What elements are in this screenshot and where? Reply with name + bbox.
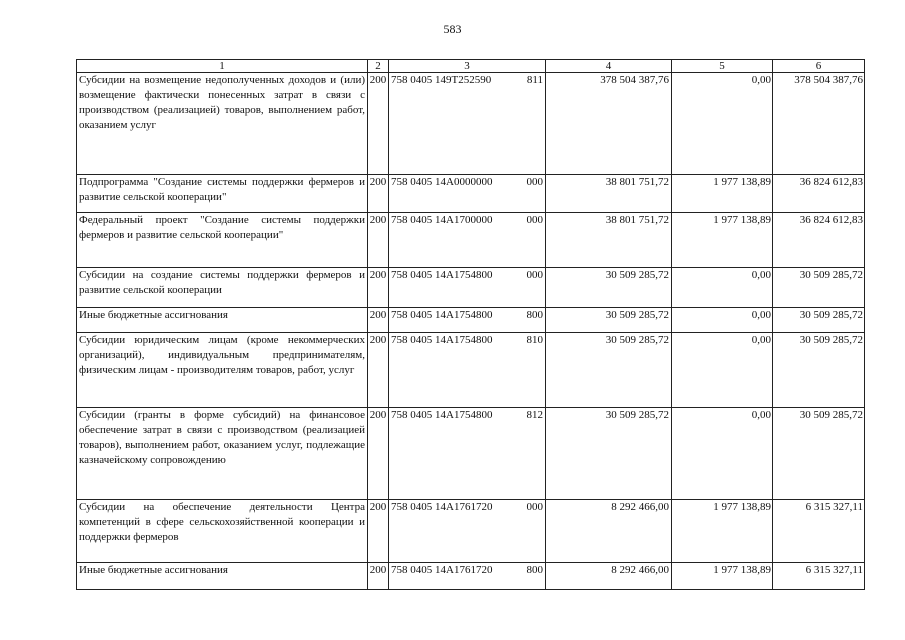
row-col4: 378 504 387,76 (546, 73, 672, 175)
row-col5: 1 977 138,89 (672, 563, 773, 590)
row-code: 758 0405 14А1754800 (391, 409, 493, 421)
row-col2: 200 (368, 175, 389, 213)
row-code: 758 0405 14А1761720 (391, 501, 493, 513)
row-col2: 200 (368, 308, 389, 333)
table-row (77, 308, 865, 333)
row-code-cell (389, 213, 546, 268)
row-code-cell (389, 175, 546, 213)
row-type: 800 (526, 564, 543, 576)
row-code: 758 0405 14А1700000 (391, 214, 493, 226)
budget-table (76, 59, 865, 590)
row-code-cell (389, 333, 546, 408)
row-col2: 200 (368, 563, 389, 590)
table-row (77, 73, 865, 175)
row-col2: 200 (368, 73, 389, 175)
row-col6: 30 509 285,72 (773, 333, 865, 408)
row-col4: 30 509 285,72 (546, 308, 672, 333)
row-col6: 378 504 387,76 (773, 73, 865, 175)
header-col-3: 3 (389, 60, 546, 73)
row-col5: 0,00 (672, 333, 773, 408)
table-row (77, 175, 865, 213)
row-col4: 30 509 285,72 (546, 268, 672, 308)
row-type: 000 (526, 269, 543, 281)
row-col5: 0,00 (672, 408, 773, 500)
row-col4: 38 801 751,72 (546, 175, 672, 213)
row-type: 800 (526, 309, 543, 321)
table-row (77, 563, 865, 590)
row-col6: 36 824 612,83 (773, 213, 865, 268)
row-type: 000 (526, 176, 543, 188)
row-col2: 200 (368, 408, 389, 500)
row-code: 758 0405 14А1761720 (391, 564, 493, 576)
row-col6: 30 509 285,72 (773, 408, 865, 500)
row-col6: 30 509 285,72 (773, 268, 865, 308)
row-code: 758 0405 14А1754800 (391, 269, 493, 281)
table-row (77, 333, 865, 408)
row-col2: 200 (368, 333, 389, 408)
row-col4: 30 509 285,72 (546, 408, 672, 500)
row-col6: 30 509 285,72 (773, 308, 865, 333)
row-name: Иные бюджетные ассигнования (77, 563, 368, 590)
table-row (77, 500, 865, 563)
header-col-6: 6 (773, 60, 865, 73)
row-col2: 200 (368, 500, 389, 563)
row-name: Иные бюджетные ассигнования (77, 308, 368, 333)
row-code: 758 0405 14А1754800 (391, 309, 493, 321)
header-col-1: 1 (77, 60, 368, 73)
row-type: 000 (526, 214, 543, 226)
row-code: 758 0405 14А0000000 (391, 176, 493, 188)
row-type: 811 (526, 74, 543, 86)
row-col4: 8 292 466,00 (546, 563, 672, 590)
row-name: Субсидии на возмещение недополученных доходов и (или) возмещение фактически понесенных затрат в связи с производством (реализацией) товаров, выполнением работ, оказанием услуг (77, 73, 368, 175)
row-name: Субсидии на обеспечение деятельности Центра компетенций в сфере сельскохозяйственной кооперации и поддержки фермеров (77, 500, 368, 563)
row-col5: 1 977 138,89 (672, 213, 773, 268)
row-col5: 0,00 (672, 268, 773, 308)
row-col5: 1 977 138,89 (672, 175, 773, 213)
row-name: Федеральный проект "Создание системы поддержки фермеров и развитие сельской кооперации" (77, 213, 368, 268)
header-col-4: 4 (546, 60, 672, 73)
row-col6: 36 824 612,83 (773, 175, 865, 213)
row-col2: 200 (368, 268, 389, 308)
row-code-cell (389, 563, 546, 590)
row-code-cell (389, 500, 546, 563)
row-name: Субсидии на создание системы поддержки фермеров и развитие сельской кооперации (77, 268, 368, 308)
row-code-cell (389, 73, 546, 175)
page-number: 583 (443, 22, 462, 36)
row-type: 810 (526, 334, 543, 346)
row-col5: 0,00 (672, 308, 773, 333)
row-code-cell (389, 408, 546, 500)
row-col4: 8 292 466,00 (546, 500, 672, 563)
row-name: Подпрограмма "Создание системы поддержки фермеров и развитие сельской кооперации" (77, 175, 368, 213)
row-type: 812 (526, 409, 543, 421)
row-col4: 30 509 285,72 (546, 333, 672, 408)
row-col5: 0,00 (672, 73, 773, 175)
row-col6: 6 315 327,11 (773, 563, 865, 590)
table-row (77, 268, 865, 308)
row-code-cell (389, 308, 546, 333)
row-code-cell (389, 268, 546, 308)
row-type: 000 (526, 501, 543, 513)
table-header-row (77, 60, 865, 73)
table-row (77, 213, 865, 268)
row-code: 758 0405 14А1754800 (391, 334, 493, 346)
row-col5: 1 977 138,89 (672, 500, 773, 563)
row-name: Субсидии юридическим лицам (кроме некоммерческих организаций), индивидуальным предпринимателям, физическим лицам - производителям товаров, работ, услуг (77, 333, 368, 408)
row-code: 758 0405 149Т252590 (391, 74, 492, 86)
header-col-2: 2 (368, 60, 389, 73)
row-col2: 200 (368, 213, 389, 268)
row-name: Субсидии (гранты в форме субсидий) на финансовое обеспечение затрат в связи с производством (реализацией товаров), выполнением работ, оказанием услуг, подлежащие казначейскому сопровождению (77, 408, 368, 500)
table-row (77, 408, 865, 500)
header-col-5: 5 (672, 60, 773, 73)
row-col4: 38 801 751,72 (546, 213, 672, 268)
row-col6: 6 315 327,11 (773, 500, 865, 563)
